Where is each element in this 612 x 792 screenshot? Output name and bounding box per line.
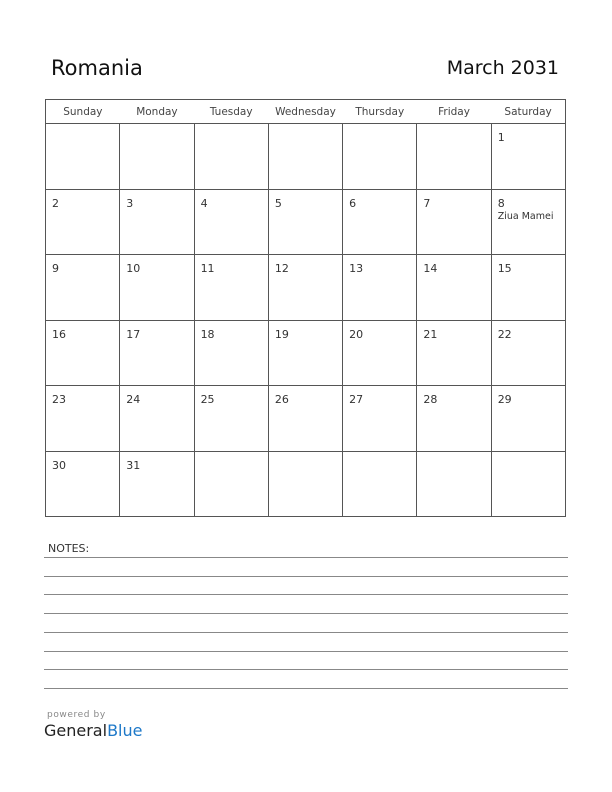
weekday-sunday: Sunday <box>46 100 120 124</box>
weekday-friday: Friday <box>417 100 491 124</box>
day-number: 14 <box>423 262 438 275</box>
note-line <box>44 557 568 558</box>
day-cell <box>491 386 565 452</box>
weekday-thursday: Thursday <box>343 100 417 124</box>
day-number: 6 <box>349 196 357 210</box>
day-cell <box>46 320 120 386</box>
day-cell <box>46 255 120 321</box>
day-number: 29 <box>497 393 512 406</box>
month-title: March 2031 <box>446 57 559 79</box>
brand-part-blue: Blue <box>107 721 143 740</box>
day-number: 17 <box>126 327 141 341</box>
day-cell <box>120 255 194 321</box>
day-number: 13 <box>349 262 364 275</box>
day-number: 16 <box>52 327 66 341</box>
day-cell <box>120 189 194 255</box>
note-line <box>44 632 568 633</box>
day-cell <box>120 386 194 452</box>
week-row <box>46 451 566 517</box>
powered-by-text: powered by <box>47 710 106 720</box>
day-cell <box>343 451 417 517</box>
weekday-header-row <box>46 100 566 124</box>
day-cell <box>417 255 491 321</box>
country-title: Romania <box>51 56 143 80</box>
note-line <box>44 613 568 614</box>
day-cell <box>491 451 565 517</box>
day-cell <box>417 189 491 255</box>
day-cell <box>417 386 491 452</box>
day-number: 4 <box>200 196 208 210</box>
day-cell <box>120 124 194 190</box>
day-number: 20 <box>349 327 364 341</box>
day-number: 18 <box>200 327 215 341</box>
day-cell <box>268 451 342 517</box>
note-line <box>44 576 568 577</box>
day-number: 28 <box>423 393 438 406</box>
day-cell <box>120 320 194 386</box>
day-number: 9 <box>52 262 59 275</box>
day-number: 7 <box>423 196 431 210</box>
day-number: 12 <box>274 262 289 275</box>
day-number: 10 <box>126 262 141 275</box>
note-line <box>44 651 568 652</box>
day-cell <box>46 189 120 255</box>
weekday-wednesday: Wednesday <box>268 100 342 124</box>
week-row <box>46 255 566 321</box>
day-number: 5 <box>274 196 282 210</box>
note-line <box>44 594 568 595</box>
weekday-tuesday: Tuesday <box>194 100 268 124</box>
day-number: 8 <box>497 196 505 210</box>
day-number: 1 <box>497 131 505 144</box>
day-cell <box>343 189 417 255</box>
day-number: 19 <box>274 327 289 341</box>
day-cell <box>417 320 491 386</box>
weekday-monday: Monday <box>120 100 194 124</box>
day-cell <box>194 189 268 255</box>
day-cell <box>46 386 120 452</box>
day-cell <box>417 451 491 517</box>
brand-logo <box>44 721 142 740</box>
day-cell <box>491 255 565 321</box>
notes-label: NOTES: <box>48 542 90 555</box>
day-number: 21 <box>423 327 438 341</box>
week-row <box>46 386 566 452</box>
day-number: 30 <box>52 458 66 472</box>
day-cell <box>268 386 342 452</box>
note-line <box>44 669 568 670</box>
day-cell <box>491 320 565 386</box>
day-number: 31 <box>126 458 141 472</box>
day-number: 23 <box>52 393 66 406</box>
day-cell <box>120 451 194 517</box>
day-number: 22 <box>497 327 512 341</box>
weekday-saturday: Saturday <box>491 100 565 124</box>
day-cell <box>194 386 268 452</box>
day-cell <box>268 124 342 190</box>
day-number: 15 <box>497 262 512 275</box>
day-cell <box>194 124 268 190</box>
day-cell <box>194 320 268 386</box>
day-number: 11 <box>200 262 215 275</box>
day-cell <box>343 255 417 321</box>
day-cell <box>343 320 417 386</box>
day-cell <box>46 451 120 517</box>
day-number: 2 <box>52 196 59 210</box>
day-cell <box>343 386 417 452</box>
day-cell <box>417 124 491 190</box>
day-number: 24 <box>126 393 141 406</box>
day-cell <box>46 124 120 190</box>
day-cell <box>491 189 565 255</box>
week-row <box>46 320 566 386</box>
week-row <box>46 189 566 255</box>
note-line <box>44 688 568 689</box>
day-cell <box>268 320 342 386</box>
brand-part-general: General <box>44 721 108 740</box>
day-cell <box>268 255 342 321</box>
day-cell <box>343 124 417 190</box>
holiday-label: Ziua Mamei <box>497 210 554 222</box>
week-row <box>46 124 566 190</box>
day-number: 25 <box>200 393 215 406</box>
day-number: 27 <box>349 393 364 406</box>
day-cell <box>268 189 342 255</box>
day-cell <box>491 124 565 190</box>
day-cell <box>194 255 268 321</box>
day-cell <box>194 451 268 517</box>
calendar-grid <box>45 99 566 517</box>
day-number: 3 <box>126 196 134 210</box>
day-number: 26 <box>274 393 289 406</box>
